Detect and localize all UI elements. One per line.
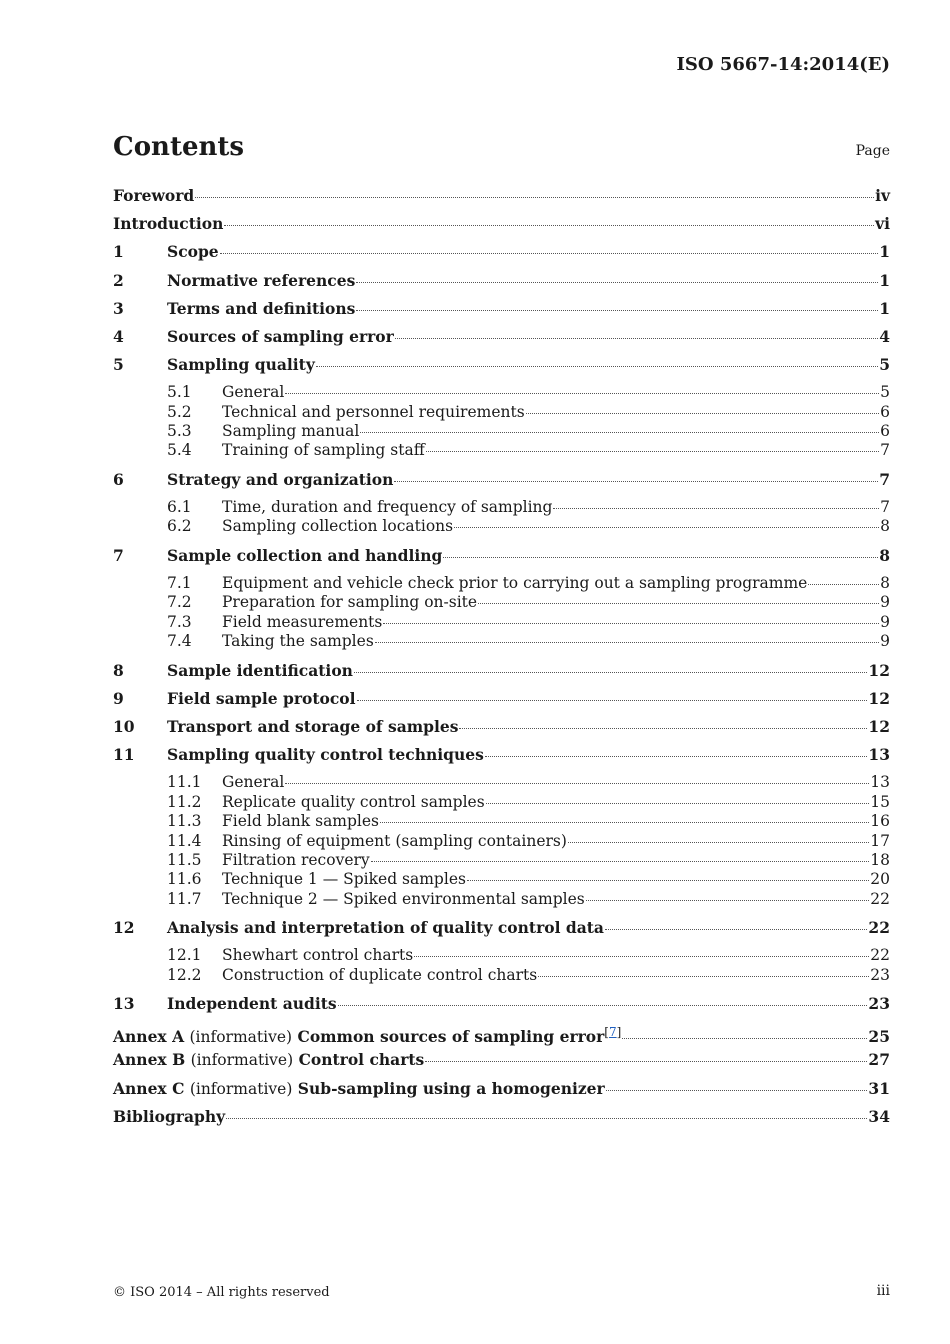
document-identifier: ISO 5667-14:2014(E) [676,54,890,75]
subsection-page: 13 [870,773,890,792]
toc-page: 27 [868,1050,890,1070]
subsection-number: 11.6 [167,870,202,889]
toc-entry-subsection[interactable] [113,851,890,870]
dot-leader [360,432,879,433]
section-number: 4 [113,326,124,346]
subsection-number: 11.2 [167,792,202,811]
subsection-number: 6.1 [167,498,192,517]
subsection-title: Technique 1 — Spiked samples [222,870,466,889]
toc-entry-subsection[interactable] [113,593,890,612]
section-title: Normative references [167,270,356,290]
section-title: Sources of sampling error [167,326,394,346]
annex-title: Common sources of sampling error [297,1027,605,1047]
toc-entry-subsection[interactable] [113,613,890,632]
section-page: 1 [879,242,890,262]
annex-title: Control charts [298,1050,425,1070]
subsection-number: 5.4 [167,441,192,460]
dot-leader [220,253,879,254]
dot-leader [395,338,878,339]
dot-leader [356,282,878,283]
dot-leader [622,1038,867,1039]
subsection-title: Sampling collection locations [222,517,454,536]
toc-entry-section[interactable] [113,745,890,773]
subsection-title: Taking the samples [222,632,374,651]
dot-leader [357,700,868,701]
toc-entry-section[interactable] [113,299,890,327]
dot-leader [371,861,870,862]
subsection-title: Time, duration and frequency of sampling [222,498,553,517]
subsection-page: 22 [870,889,890,908]
subsection-title: Technical and personnel requirements [222,402,525,421]
subsection-page: 16 [870,812,890,831]
subsection-title: Construction of duplicate control charts [222,965,538,984]
subsection-number: 11.3 [167,812,202,831]
group-spacer [113,652,890,661]
subsection-number: 7.4 [167,632,192,651]
dot-leader [459,728,867,729]
section-page: 12 [868,716,890,736]
ref-bracket-open: [ [604,1025,609,1040]
section-number: 3 [113,298,124,318]
annex-title: Sub-sampling using a homogenizer [297,1078,605,1098]
copyright-notice: © ISO 2014 – All rights reserved [113,1285,330,1300]
section-number: 7 [113,545,124,565]
subsection-number: 11.7 [167,889,202,908]
subsection-number: 12.2 [167,965,202,984]
dot-leader [226,1118,867,1119]
section-page: 13 [868,745,890,765]
toc-entry-subsection[interactable] [113,403,890,422]
dot-leader [380,822,869,823]
page-column-label: Page [855,143,890,159]
dot-leader [356,310,878,311]
section-page: 4 [879,326,890,346]
section-title: Independent audits [167,994,337,1014]
toc-entry-section[interactable] [113,271,890,299]
section-number: 10 [113,716,135,736]
toc-entry-annex-c[interactable] [113,1079,890,1107]
subsection-number: 6.2 [167,517,192,536]
toc-entry-subsection[interactable] [113,966,890,985]
dot-leader [285,783,869,784]
table-of-contents [113,186,890,1135]
contents-title: Contents [113,132,245,162]
subsection-number: 7.3 [167,612,192,631]
subsection-number: 11.1 [167,773,202,792]
subsection-page: 9 [880,632,890,651]
toc-title: Foreword [113,186,195,205]
subsection-page: 9 [880,612,890,631]
subsection-title: Sampling manual [222,422,360,441]
annex-type: (informative) [189,1028,293,1047]
section-page: 12 [868,688,890,708]
toc-entry-foreword[interactable] [113,186,890,214]
dot-leader [414,956,869,957]
toc-entry-section[interactable] [113,546,890,574]
dot-leader [383,623,879,624]
dot-leader [354,672,867,673]
group-spacer [113,537,890,546]
page-number: iii [876,1283,890,1299]
section-title: Strategy and organization [167,469,394,489]
dot-leader [478,603,879,604]
dot-leader [425,1061,867,1062]
toc-page: 31 [868,1078,890,1098]
subsection-title: Replicate quality control samples [222,792,485,811]
dot-leader [526,413,879,414]
toc-entry-subsection[interactable] [113,890,890,909]
toc-page: vi [875,214,890,234]
annex-label: Annex B [113,1050,186,1070]
toc-entry-annex-a[interactable] [113,1022,890,1050]
section-number: 9 [113,688,124,708]
subsection-page: 17 [870,831,890,850]
dot-leader [485,756,868,757]
dot-leader [467,880,869,881]
toc-entry-subsection[interactable] [113,870,890,889]
toc-entry-section[interactable] [113,470,890,498]
section-title: Sampling quality [167,355,315,375]
subsection-number: 11.5 [167,850,202,869]
dot-leader [605,929,867,930]
group-spacer [113,909,890,918]
dot-leader [375,642,879,643]
subsection-title: Equipment and vehicle check prior to carrying out a sampling programme [222,574,808,593]
subsection-page: 8 [880,517,890,536]
subsection-title: Filtration recovery [222,850,370,869]
toc-sections [113,242,890,1022]
toc-entry-subsection[interactable] [113,422,890,441]
section-title: Field sample protocol [167,688,356,708]
subsection-page: 22 [870,946,890,965]
subsection-page: 6 [880,422,890,441]
dot-leader [454,527,879,528]
section-title: Sampling quality control techniques [167,745,484,765]
toc-entry-subsection[interactable] [113,383,890,402]
toc-entry-subsection[interactable] [113,574,890,593]
dot-leader [606,1090,868,1091]
subsection-number: 5.2 [167,402,192,421]
toc-entry-subsection[interactable] [113,441,890,460]
subsection-number: 5.3 [167,422,192,441]
toc-entry-section[interactable] [113,327,890,355]
subsection-number: 7.1 [167,574,192,593]
toc-page: iv [875,186,890,205]
annex-label: Annex C [113,1078,185,1098]
subsection-title: Shewhart control charts [222,946,414,965]
toc-page: 25 [868,1027,890,1047]
section-title: Scope [167,242,219,262]
toc-entry-subsection[interactable] [113,632,890,651]
toc-entry-subsection[interactable] [113,812,890,831]
section-number: 8 [113,660,124,680]
toc-entry-subsection[interactable] [113,832,890,851]
annex-type: (informative) [190,1051,294,1070]
section-title: Analysis and interpretation of quality control data [167,918,604,938]
dot-leader [568,842,869,843]
subsection-page: 7 [880,498,890,517]
toc-entry-subsection[interactable] [113,793,890,812]
dot-leader [486,803,870,804]
annex-type: (informative) [189,1079,293,1098]
dot-leader [443,557,878,558]
subsection-page: 5 [880,383,890,402]
toc-page: 34 [868,1106,890,1126]
dot-leader [426,451,879,452]
contents-heading-row [113,132,890,162]
section-page: 1 [879,270,890,290]
subsection-number: 11.4 [167,831,202,850]
section-number: 13 [113,994,135,1014]
subsection-title: Rinsing of equipment (sampling containers) [222,831,567,850]
toc-entry-section[interactable] [113,689,890,717]
subsection-title: Field blank samples [222,812,380,831]
dot-leader [394,481,878,482]
toc-title: Introduction [113,214,224,234]
subsection-number: 12.1 [167,946,202,965]
subsection-title: General [222,773,285,792]
dot-leader [338,1005,868,1006]
dot-leader [195,197,874,198]
section-page: 8 [879,545,890,565]
toc-entry-subsection[interactable] [113,946,890,965]
subsection-page: 23 [870,965,890,984]
section-number: 6 [113,469,124,489]
dot-leader [808,584,879,585]
section-number: 12 [113,918,135,938]
toc-title: Bibliography [113,1106,226,1126]
section-number: 1 [113,242,124,262]
subsection-title: Field measurements [222,612,383,631]
subsection-page: 6 [880,402,890,421]
subsection-number: 5.1 [167,383,192,402]
section-title: Sample identification [167,660,353,680]
section-page: 5 [879,355,890,375]
section-number: 2 [113,270,124,290]
group-spacer [113,985,890,994]
ref-bracket-close: ] [616,1025,622,1040]
section-page: 7 [879,469,890,489]
subsection-title: General [222,383,285,402]
section-page: 22 [868,918,890,938]
toc-entry-subsection[interactable] [113,517,890,536]
subsection-page: 20 [870,870,890,889]
toc-entry-bibliography[interactable] [113,1107,890,1135]
toc-entry-introduction[interactable] [113,214,890,242]
toc-entry-section[interactable] [113,355,890,383]
group-spacer [113,461,890,470]
section-page: 12 [868,660,890,680]
section-page: 23 [868,994,890,1014]
section-title: Sample collection and handling [167,545,443,565]
annex-label: Annex A [113,1027,185,1047]
dot-leader [553,508,879,509]
subsection-page: 15 [870,792,890,811]
subsection-title: Training of sampling staff [222,441,425,460]
toc-entry-section[interactable] [113,918,890,946]
dot-leader [316,366,878,367]
subsection-title: Technique 2 — Spiked environmental samples [222,889,585,908]
dot-leader [285,393,879,394]
toc-entry-section[interactable] [113,661,890,689]
dot-leader [538,976,869,977]
section-title: Transport and storage of samples [167,716,459,736]
section-page: 1 [879,298,890,318]
toc-entry-subsection[interactable] [113,773,890,792]
subsection-page: 8 [880,574,890,593]
subsection-page: 18 [870,850,890,869]
section-number: 5 [113,355,124,375]
dot-leader [224,225,874,226]
subsection-page: 7 [880,441,890,460]
subsection-number: 7.2 [167,593,192,612]
toc-entry-subsection[interactable] [113,498,890,517]
bibliography-reference-link[interactable]: 7 [608,1025,617,1040]
toc-entry-annex-b[interactable] [113,1050,890,1078]
section-number: 11 [113,745,135,765]
toc-entry-section[interactable] [113,994,890,1022]
toc-entry-section[interactable] [113,242,890,270]
subsection-title: Preparation for sampling on-site [222,593,478,612]
section-title: Terms and definitions [167,298,356,318]
subsection-page: 9 [880,593,890,612]
dot-leader [586,900,870,901]
toc-entry-section[interactable] [113,717,890,745]
